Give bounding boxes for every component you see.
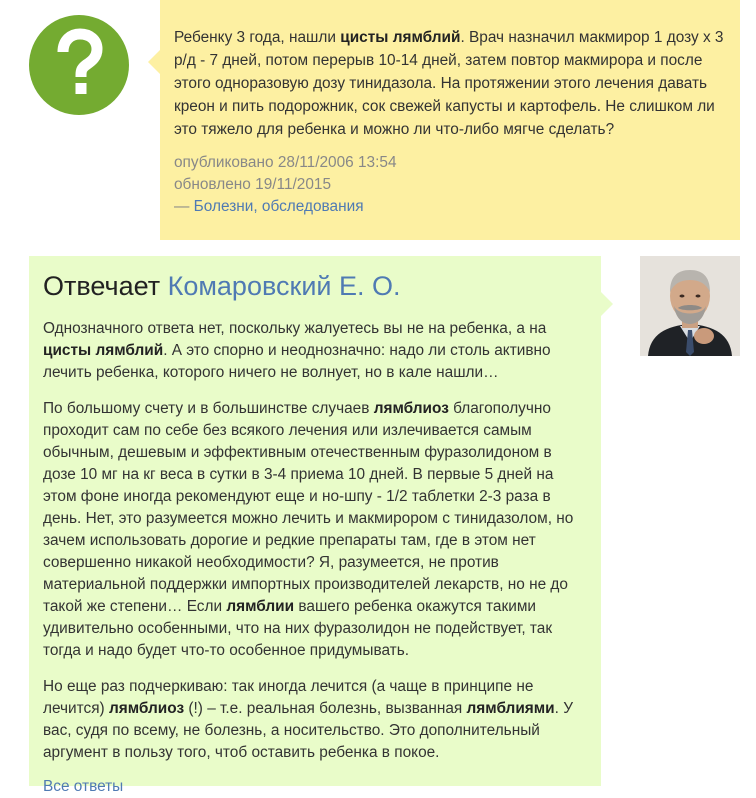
answer-text-part: Однозначного ответа нет, поскольку жалуетесь вы не на ребенка, а на (43, 320, 547, 337)
answer-text-part: Но еще раз подчеркиваю: так иногда лечится (а чаще в принципе не лечится) (43, 678, 534, 717)
answer-text-part: благополучно проходит сам по себе без всякого лечения или излечивается самым обычным, дешевым и эффективным отечественным фуразолидоном в дозе 10 мг на кг веса в сутки в 3-4 приема 10 дней. В первые 5 дней на этом фоне иногда рекомендуют еще и но-шпу - 1/2 таблетки 2-3 раза в день. Нет, это разумеется можно лечить и макмирором с тинидазолом, но зачем использовать дорогие и редкие препараты там, где в этом нет совершенно никакой необходимости? Я, разумеется, не против материальной поддержки импортных производителей лекарств, но не до такой же степени… Если (43, 400, 574, 615)
category-link[interactable]: Болезни, обследования (193, 198, 364, 215)
answer-paragraph-3 (43, 676, 587, 764)
answer-text-part: . А это спорно и неоднозначно: надо ли столь активно лечить ребенка, которого ничего не волнует, но в кале нашли… (43, 342, 551, 381)
question-text-part: . Врач назначил макмирор 1 дозу x 3 р/д - 7 дней, потом перерыв 10-14 дней, затем повтор макмирора и после этого одноразовую дозу тинидазола. На протяжении этого лечения давать креон и пить подорожник, сок свежей капусты и картофель. Не слишком ли это тяжело для ребенка и можно ли что-либо мягче сделать? (174, 29, 724, 138)
doctor-portrait-icon (640, 256, 740, 356)
question-meta (174, 152, 726, 218)
category-dash: — (174, 198, 194, 215)
doctor-avatar[interactable] (640, 256, 740, 356)
question-text (174, 26, 726, 141)
answer-text-part: (!) – т.е. реальная болезнь, вызванная (184, 700, 467, 717)
answer-text-part: вашего ребенка окажутся такими удивительно особенными, что на них фуразолидон не подействует, так тогда и надо будет что-то особенное придумывать. (43, 598, 553, 659)
answer-header (43, 268, 587, 304)
answer-text-part: По большому счету и в большинстве случаев (43, 400, 374, 417)
question-bubble (160, 0, 740, 240)
published-date: опубликовано 28/11/2006 13:54 (174, 154, 397, 171)
answer-keyword: лямблиями (466, 700, 555, 717)
category-line (174, 196, 726, 218)
all-answers-link[interactable]: Все ответы (43, 778, 124, 795)
answer-keyword: лямблии (226, 598, 295, 615)
author-link[interactable]: Комаровский Е. О. (167, 271, 401, 301)
answer-paragraph-1 (43, 318, 587, 384)
question-mark-glyph (49, 30, 109, 100)
question-keyword: цисты лямблий (340, 29, 461, 46)
answer-header-prefix: Отвечает (43, 271, 168, 301)
answer-paragraph-2 (43, 398, 587, 662)
answer-keyword: лямблиоз (108, 700, 185, 717)
question-mark-icon (29, 15, 129, 115)
answer-bubble (29, 256, 601, 795)
answer-keyword: лямблиоз (373, 400, 449, 417)
question-text-part: Ребенку 3 года, нашли (174, 29, 341, 46)
answer-keyword: цисты лямблий (43, 342, 164, 359)
answer-text-part: . У вас, судя по всему, не болезнь, а носительство. Это дополнительный аргумент в пользу того, чтоб оставить ребенка в покое. (43, 700, 573, 761)
updated-date: обновлено 19/11/2015 (174, 176, 332, 193)
